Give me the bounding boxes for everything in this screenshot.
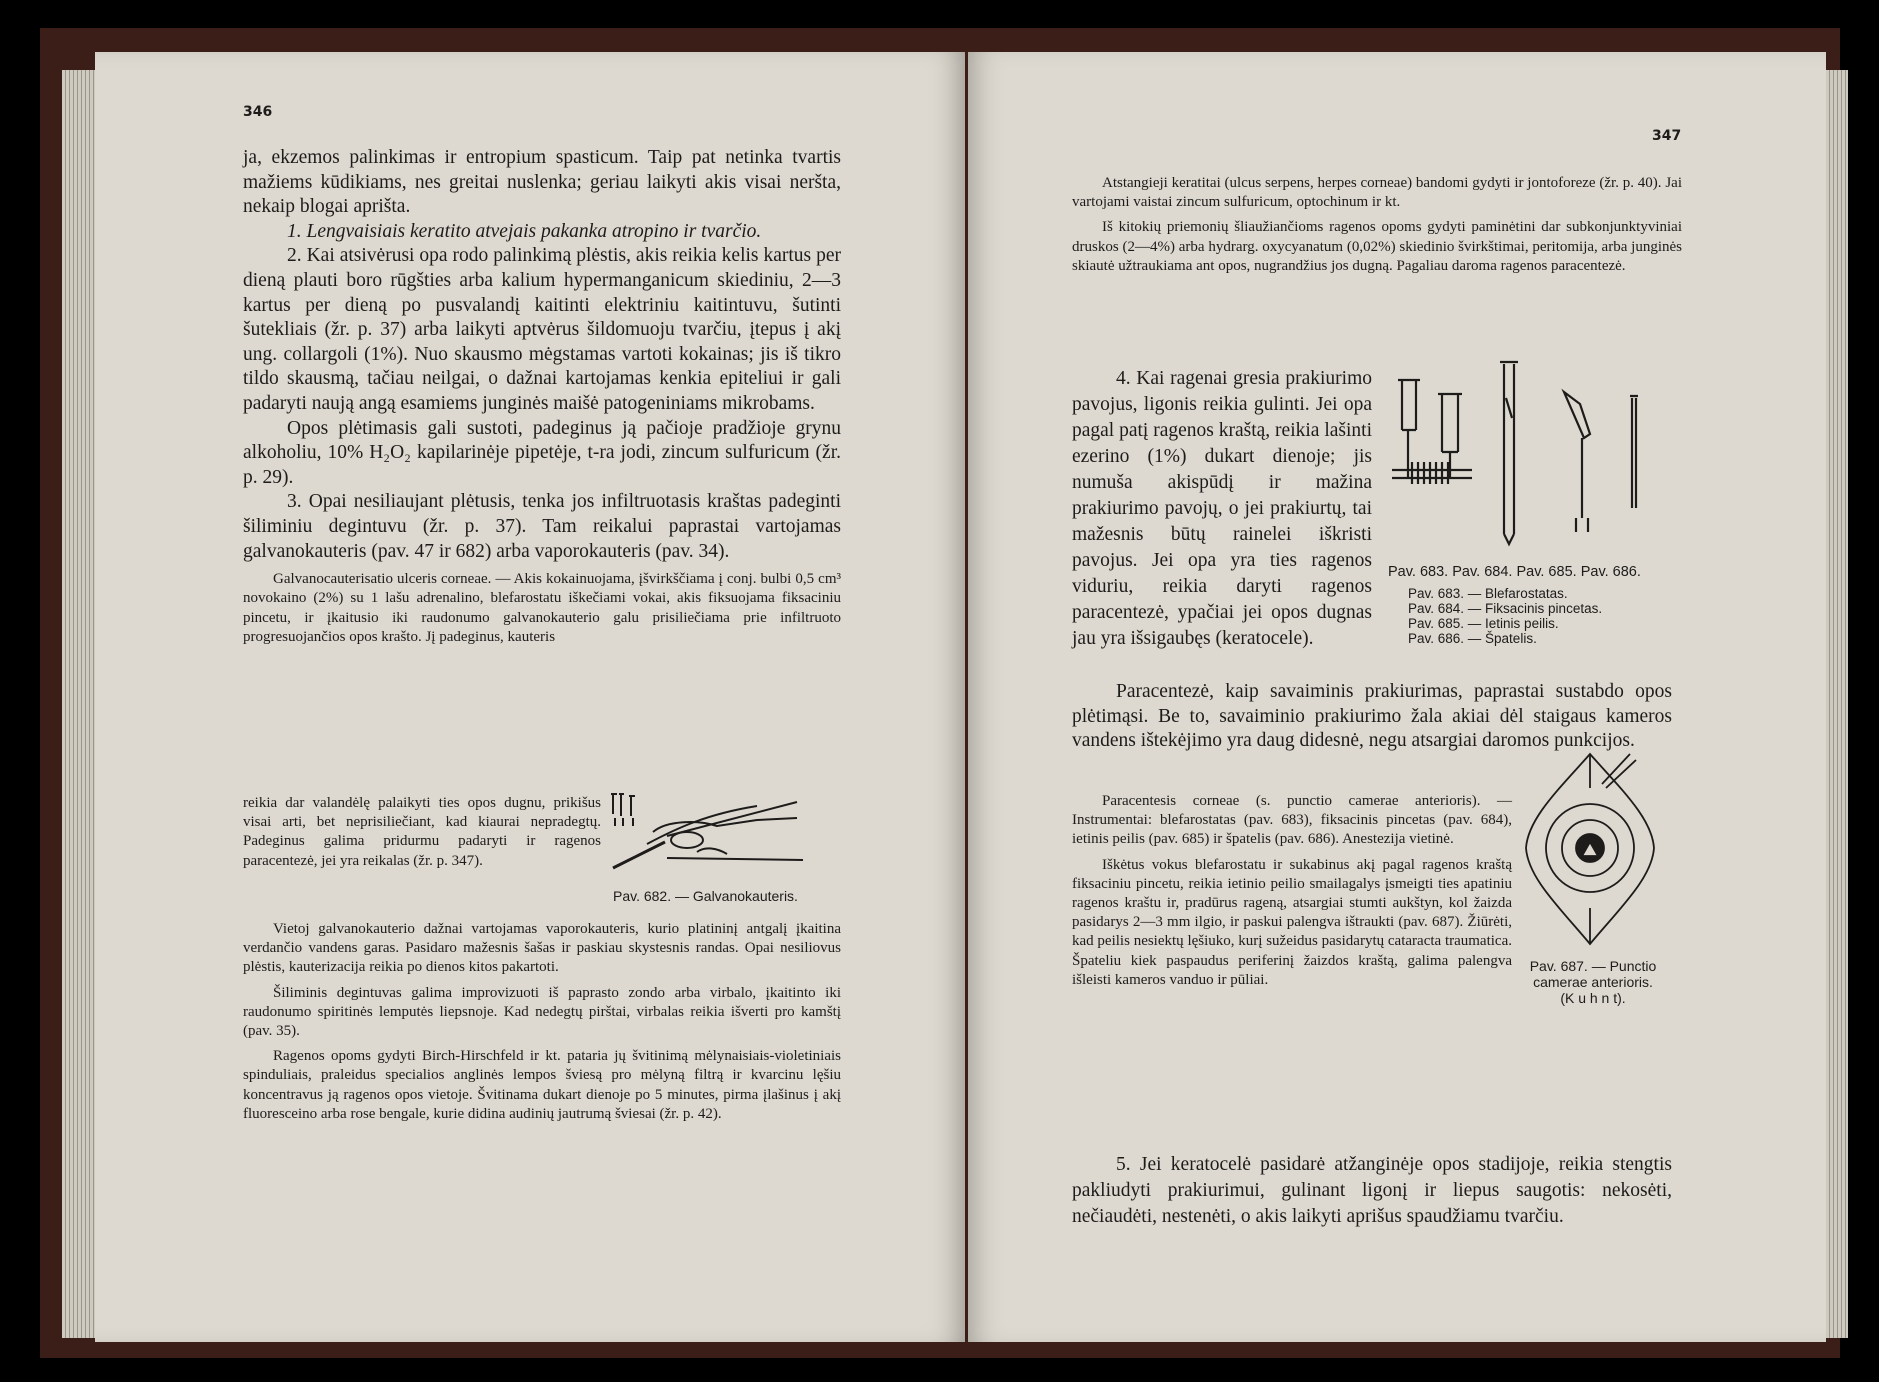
caption-line: (K u h n t). — [1560, 990, 1626, 1006]
paragraph: 5. Jei keratocelė pasidarė atžanginėje opos stadijoje, reikia stengtis pakliudyti prakiurimui, gulinant ligonį ir liepus saugotis: nekosėti, nečiaudėti, nestenėti, o akis laikyti aprišus spaudžiamu tvarčiu. — [1072, 1154, 1672, 1227]
paragraph: 4. Kai ragenai gresia prakiurimo pavojus, ligonis reikia gulinti. Jei opa pagal patį ragenos kraštą, reikia lašinti ezerino (1%) dukart dienoje; jis numuša akispūdį ir mažina prakiurimo pavojų, o jei prakiurtų, tai mažesnis būtų rainelei iškristi pavojus. Jei opa yra ties ragenos viduriu, reikia daryti ragenos paracentezė, ypačiai jei opos dugnas jau yra išsigaubęs (keratocele). — [1072, 368, 1372, 649]
paragraph: Opos plėtimasis gali sustoti, padeginus ją pačioje pradžioje grynu alkoholiu, 10% H₂O₂ kapilarinėje pipetėje, t-ra jodi, zincum sulfuricum (žr. p. 29). — [243, 417, 841, 488]
left-main-text — [243, 146, 841, 647]
fig-682-caption: Pav. 682. — Galvanokauteris. — [613, 888, 798, 904]
paragraph: Šiliminis degintuvas galima improvizuoti iš paprasto zondo arba virbalo, įkaitinto iki raudonumo spiritinės lemputės liepsnoje. Kad nedegtų pirštai, virbalas reikia išverti pro kamštį (pav. 35). — [243, 984, 841, 1040]
figure-row-labels — [1388, 564, 1641, 580]
paragraph: Iš kitokių priemonių šliaužiančioms ragenos opoms gydyti paminėtini dar subkonjunktyviniai druskos (2—4%) arba hydrarg. oxycyanatum (0,02%) skiedinio švirkštimai, peritomija, arba junginės skiautė užtraukiama ant opos, nugrandžius jos dugną. Pagaliau daroma ragenos paracentezė. — [1072, 219, 1682, 274]
right-mid-text — [1072, 680, 1672, 754]
fig-686-label: Pav. 686. — [1580, 564, 1641, 580]
legend-item: Pav. 685. — Ietinis peilis. — [1408, 616, 1559, 631]
paragraph: reikia dar valandėlę palaikyti ties opos dugnu, prikišus visai arti, bet neprisiliečiant, kad kiaurai nepradegtų. Padeginus galima pridurmu padaryti ir ragenos paracentezė, jei yra reikalas (žr. p. 347). — [243, 795, 601, 869]
paragraph: Ragenos opoms gydyti Birch-Hirschfeld ir kt. pataria jų švitinimą mėlynaisiais-violetiniais spinduliais, praleidus specialios anglinės lempos šviesą pro mėlyną filtrą ir kvarcinu lęšiu koncentravus ją ragenos opos vietoje. Švitinama dukart dienoje po 5 minutes, pirma įlašinus į akį fluoresceino arba rose bengale, kurie didina audinių jautrumą šviesai (žr. p. 42). — [243, 1048, 841, 1122]
right-page — [968, 52, 1826, 1342]
left-lower-text — [243, 920, 841, 1124]
left-page — [95, 52, 965, 1342]
instruments-figure — [1386, 358, 1656, 550]
right-wrap-text — [1072, 366, 1372, 652]
fig-684-label: Pav. 684. — [1452, 564, 1513, 580]
legend-item: Pav. 683. — Blefarostatas. — [1408, 586, 1568, 601]
left-wrap-text — [243, 794, 601, 871]
caption-line: Pav. 687. — Punctio — [1529, 958, 1657, 974]
paragraph: 1. Lengvaisiais keratito atvejais pakanka atropino ir tvarčio. — [287, 220, 762, 242]
right-small-wrap — [1072, 792, 1512, 990]
paragraph: Iškėtus vokus blefarostatu ir sukabinus akį pagal ragenos kraštą fiksaciniu pincetu, reikia ietinio peilio smailagalys įsmeigti ties apatiniu ragenos kraštu ir, pradūrus rageną, atsargiai stumti aukštyn, kol žaizda pasidarys 2—3 mm ilgio, ir paskui palengva ištraukti (pav. 687). Žiūrėti, kad peilis nesiektų lęšiuko, kurį sužeidus pasidarytų cataracta traumatica. Špateliu kiek paspaudus periferinį žaizdos kraštą, galima palengva išleisti kameros vanduo ir pūliai. — [1072, 856, 1512, 988]
fig-685-label: Pav. 685. — [1516, 564, 1577, 580]
right-top-text — [1072, 174, 1682, 276]
paragraph: 3. Opai nesiliaujant plėtusis, tenka jos infiltruotasis kraštas padeginti šiliminiu degintuvu (žr. p. 37). Tam reikalui paprastai vartojamas galvanokauteris (pav. 47 ir 682) arba vaporokauteris (pav. 34). — [243, 491, 841, 562]
paragraph: Paracentezė, kaip savaiminis prakiurimas, paprastai sustabdo opos plėtimąsi. Be to, savaiminio prakiurimo žala akiai dėl staigaus kameros vandens ištekėjimo yra daug didesnė, negu atsargiai daromos punkcijos. — [1072, 681, 1672, 752]
legend-item: Pav. 684. — Fiksacinis pincetas. — [1408, 601, 1603, 616]
fig-687-caption — [1528, 958, 1658, 1006]
paragraph: Vietoj galvanokauterio dažnai vartojamas vaporokauteris, kurio platininį antgalį įkaitina verdančio vandens garas. Pasidaro mažesnis šašas ir paskiau skystesnis randas. Opai nesiliovus plėstis, kauterizacija reikia po dienos kitos pakartoti. — [243, 921, 841, 976]
galvanokauteris-figure — [607, 788, 807, 884]
right-bottom-text — [1072, 1152, 1672, 1230]
paragraph: Atstangieji keratitai (ulcus serpens, herpes corneae) bandomi gydyti ir jontoforeze (žr. p. 40). Jai vartojami vaistai zincum sulfuricum, optochinum ir kt. — [1072, 175, 1682, 211]
punctio-figure — [1520, 748, 1660, 948]
figure-legend — [1408, 586, 1602, 646]
paragraph: ja, ekzemos palinkimas ir entropium spasticum. Taip pat netinka tvartis mažiems kūdikiams, nes greitai nuslenka; geriau laikyti akis visai neršta, nekaip blogai aprišta. — [243, 147, 841, 218]
caption-line: camerae anterioris. — [1533, 974, 1653, 990]
page-edges-right — [1826, 70, 1848, 1338]
legend-item: Pav. 686. — Špatelis. — [1408, 631, 1537, 646]
paragraph: Paracentesis corneae (s. punctio camerae anterioris). — Instrumentai: blefarostatas (pav. 683), fiksacinis pincetas (pav. 684), ietinis peilis (pav. 685) ir špatelis (pav. 686). Anestezija vietinė. — [1072, 793, 1512, 848]
fig-683-label: Pav. 683. — [1388, 564, 1449, 580]
page-edges-left — [62, 70, 98, 1338]
page-number: 347 — [1652, 128, 1682, 144]
paragraph: 2. Kai atsivėrusi opa rodo palinkimą plėstis, akis reikia kelis kartus per dieną plauti boro rūgšties arba kalium hypermanganicum skiediniu, 2—3 kartus per dieną po pusvalandį kaitinti elektriniu kaitintuvu, šutinti šutekliais (žr. p. 37) arba laikyti aptvėrus šildomuoju tvarčiu, įtepus į akį ung. collargoli (1%). Nuo skausmo mėgstamas vartoti kokainas; jis iš tikro tildo skausmą, tačiau neilgai, o dažnai kartojamas kenkia epiteliui ir gali padaryti naują angą esamiems junginės maišė patogeniniams mikrobams. — [243, 245, 841, 414]
paragraph: Galvanocauterisatio ulceris corneae. — Akis kokainuojama, įšvirkščiama į conj. bulbi 0,5 cm³ novokaino (2%) su 1 lašu adrenalino, blefarostatu iškečiami vokai, akis fiksuojama fiksaciniu pincetu, ir įkaitusio iki raudonumo galvanokauterio galu prisiliečiama prie infiltruoto progresuojančios opos krašto. Jį padeginus, kauteris — [243, 571, 841, 645]
page-number: 346 — [243, 104, 273, 120]
